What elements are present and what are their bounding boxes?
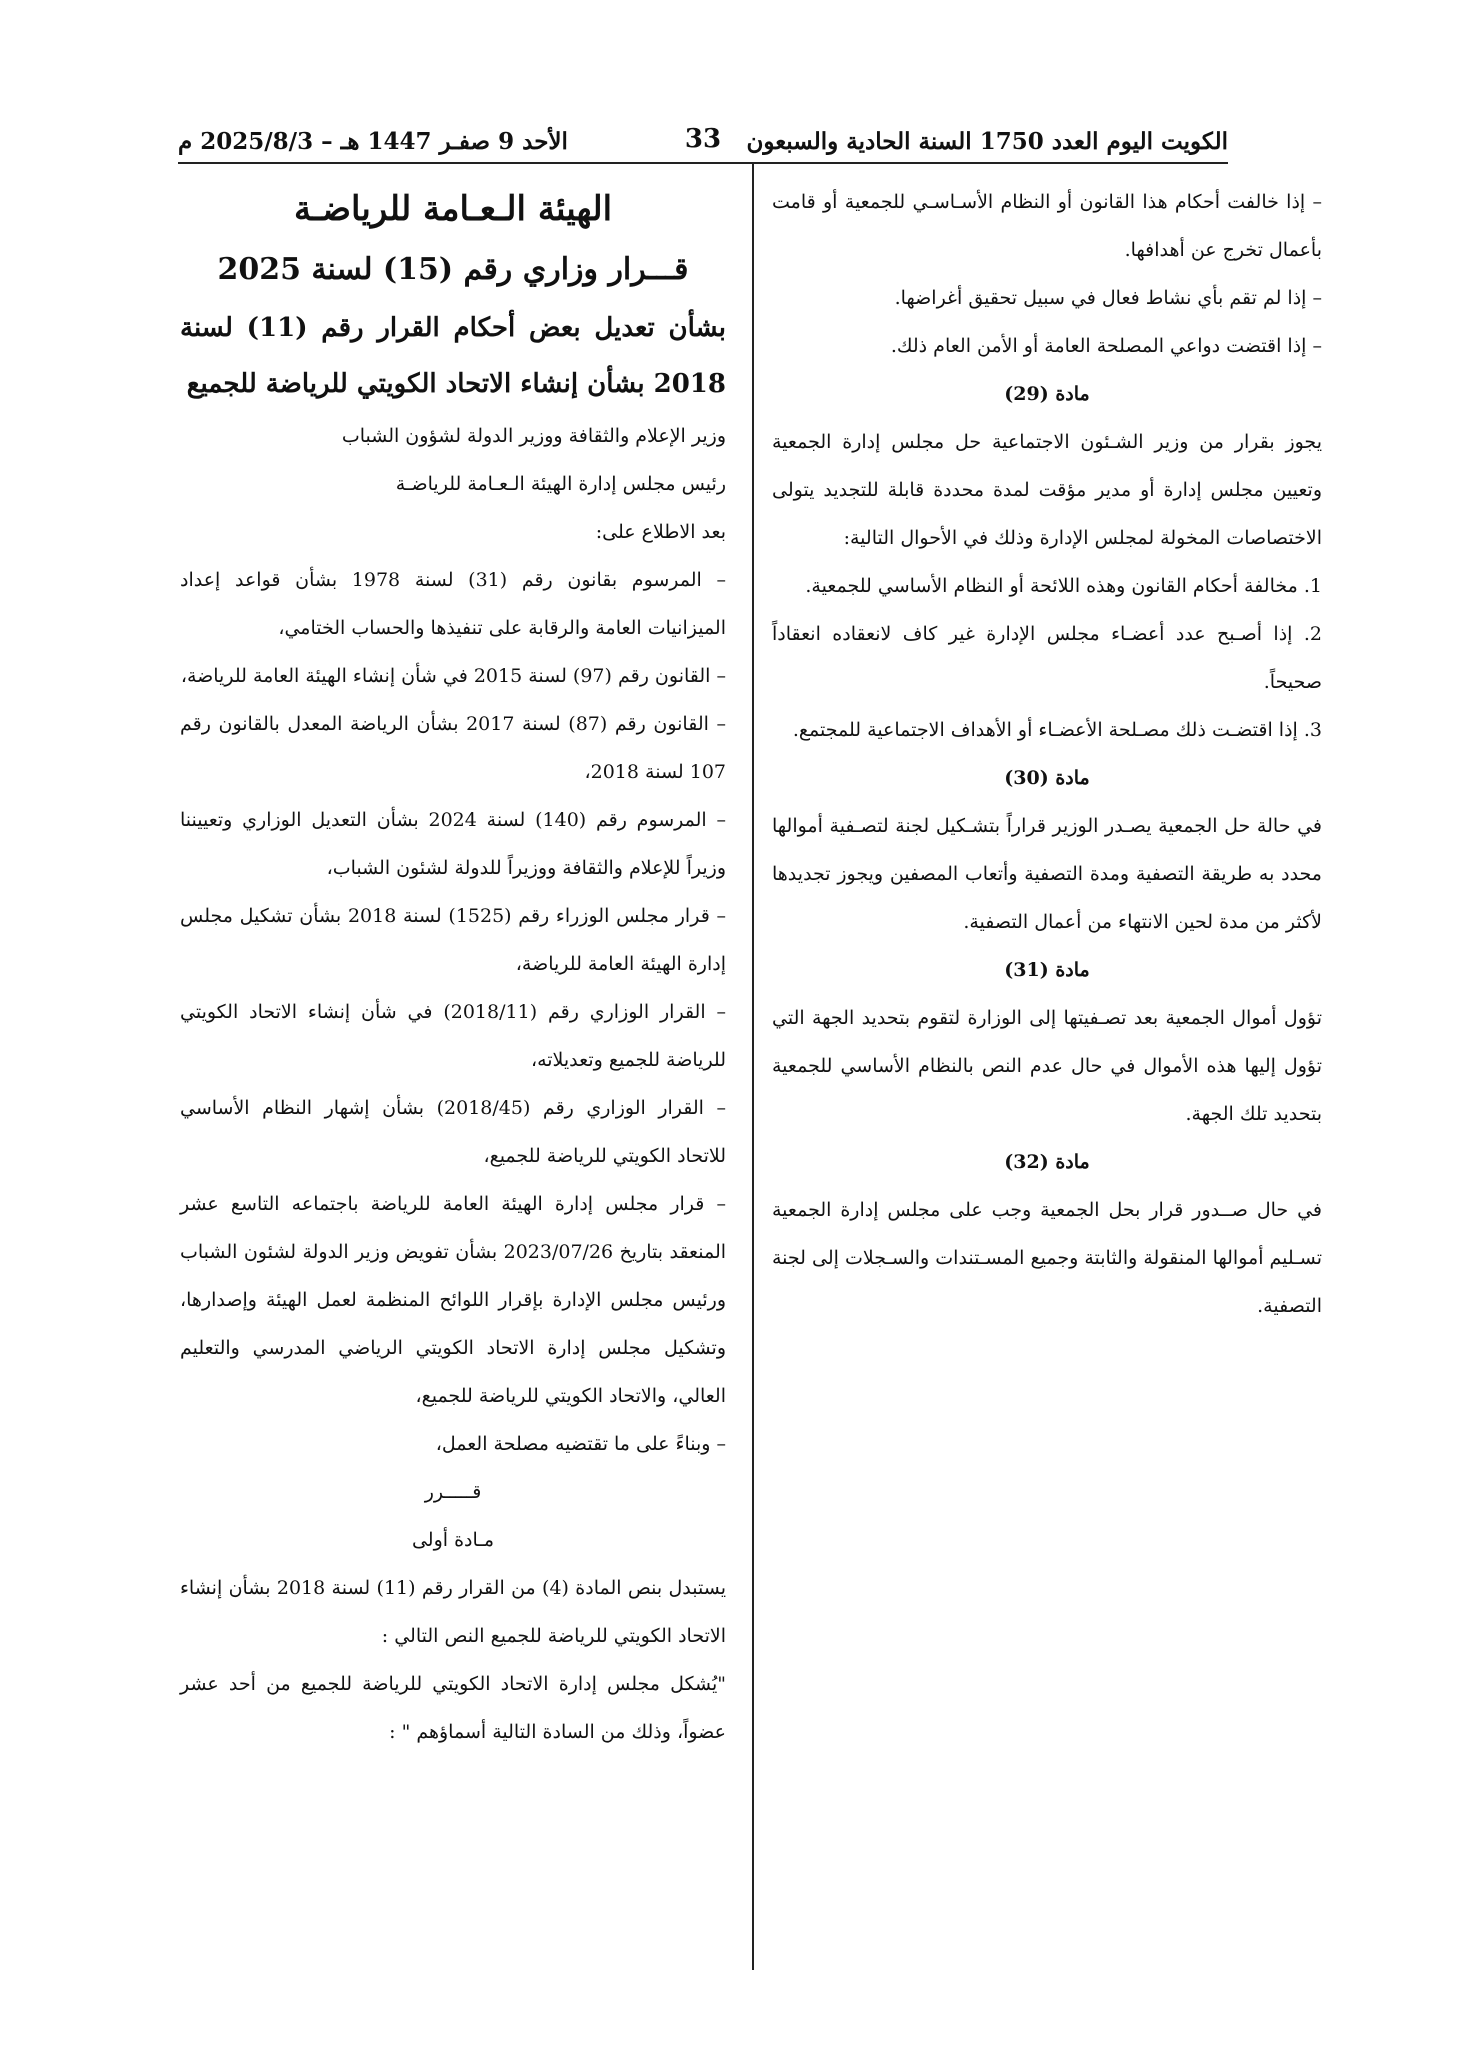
gazette-issue-info: الكويت اليوم العدد 1750 السنة الحادية والسبعون [746,128,1228,155]
reference-item: – القرار الوزاري رقم (2018/45) بشأن إشهار النظام الأساسي للاتحاد الكويتي للرياضة للجميع، [180,1097,726,1167]
decree-title: قـــرار وزاري رقم (15) لسنة 2025 [217,252,689,287]
dissolution-condition-3: – إذا اقتضت دواعي المصلحة العامة أو الأمن العام ذلك. [890,335,1322,357]
reference-item: – القانون رقم (87) لسنة 2017 بشأن الرياضة المعدل بالقانون رقم 107 لسنة 2018، [180,713,726,783]
reference-item: – قرار مجلس إدارة الهيئة العامة للرياضة باجتماعه التاسع عشر المنعقد بتاريخ 2023/07/26 بشأن تفويض وزير الدولة لشئون الشباب ورئيس مجلس الإدارة بإقرار اللوائح المنظمة لعمل الهيئة وإصدارها، وتشكيل مجلس إدارة الاتحاد الكويتي الرياضي المدرسي والتعليم العالي، والاتحاد الكويتي للرياضة للجميع، [180,1193,727,1407]
article-31-text: تؤول أموال الجمعية بعد تصـفيتها إلى الوزارة لتقوم بتحديد الجهة التي تؤول إليها هذه الأموال في حال عدم النص بالنظام الأساسي للجمعية بتحديد تلك الجهة. [772,1007,1322,1125]
article-1-heading: مـادة أولى [411,1529,495,1551]
reference-item: – المرسوم بقانون رقم (31) لسنة 1978 بشأن قواعد إعداد الميزانيات العامة والرقابة على تنفيذها والحساب الختامي، [180,569,726,639]
page-header [178,118,1228,164]
article-29-item-3: 3. إذا اقتضـت ذلك مصـلحة الأعضـاء أو الأهداف الاجتماعية للمجتمع. [792,719,1322,741]
article-29-item-1: 1. مخالفة أحكام القانون وهذه اللائحة أو النظام الأساسي للجمعية. [805,575,1322,597]
page-number: 33 [684,124,722,154]
reference-item: – المرسوم رقم (140) لسنة 2024 بشأن التعديل الوزاري وتعييننا وزيراً للإعلام والثقافة ووزيراً للدولة لشئون الشباب، [180,809,726,879]
article-30-heading: مادة (30) [1004,767,1090,789]
decree-subject: بشأن تعديل بعض أحكام القرار رقم (11) لسنة 2018 بشأن إنشاء الاتحاد الكويتي للرياضة للجميع [180,313,726,399]
reference-item: – القرار الوزاري رقم (2018/11) في شأن إنشاء الاتحاد الكويتي للرياضة للجميع وتعديلاته، [180,1001,726,1071]
article-32-heading: مادة (32) [1004,1151,1090,1173]
reference-item: – قرار مجلس الوزراء رقم (1525) لسنة 2018 بشأن تشكيل مجلس إدارة الهيئة العامة للرياضة، [180,905,726,975]
article-1-text: يستبدل بنص المادة (4) من القرار رقم (11) لسنة 2018 بشأن إنشاء الاتحاد الكويتي للرياضة للجميع النص التالي : [180,1577,726,1647]
dissolution-condition-2: – إذا لم تقم بأي نشاط فعال في سبيل تحقيق أغراضها. [894,287,1322,309]
dissolution-condition-1: – إذا خالفت أحكام هذا القانون أو النظام الأسـاسـي للجمعية أو قامت بأعمال تخرج عن أهدافها. [772,191,1322,261]
article-29-heading: مادة (29) [1004,383,1090,405]
column-divider [752,164,754,1970]
header-rule [178,162,1228,164]
reference-item: – القانون رقم (97) لسنة 2015 في شأن إنشاء الهيئة العامة للرياضة، [180,665,726,687]
issuer-line-1: وزير الإعلام والثقافة ووزير الدولة لشؤون الشباب [341,425,726,447]
article-29-item-2: 2. إذا أصـبح عدد أعضـاء مجلس الإدارة غير كاف لانعقاده انعقاداً صحيحاً. [772,623,1322,693]
quoted-replacement-text: "يُشكل مجلس إدارة الاتحاد الكويتي للرياضة للجميع من أحد عشر عضواً، وذلك من السادة التالية أسماؤهم " : [180,1673,726,1743]
decided-heading: قـــــرر [424,1481,482,1503]
article-30-text: في حالة حل الجمعية يصـدر الوزير قراراً بتشـكيل لجنة لتصـفية أموالها محدد به طريقة التصفية ومدة التصفية وأتعاب المصفين ويجوز تجديدها لأكثر من مدة لحين الانتهاء من أعمال التصفية. [772,815,1322,933]
organization-title: الهيئة الـعـامة للرياضـة [293,189,613,229]
reference-item: – وبناءً على ما تقتضيه مصلحة العمل، [435,1433,726,1455]
issuer-line-2: رئيس مجلس إدارة الهيئة الـعـامة للرياضـة [395,473,726,495]
article-31-heading: مادة (31) [1004,959,1090,981]
after-review-label: بعد الاطلاع على: [595,521,726,543]
article-32-text: في حال صــدور قرار بحل الجمعية وجب على مجلس إدارة الجمعية تسـليم أموالها المنقولة والثابتة وجميع المسـتندات والسـجلات إلى لجنة التصفية. [772,1199,1322,1317]
issue-date: الأحد 9 صفـر 1447 هـ – 2025/8/3 م [178,128,568,155]
left-column [180,178,726,1756]
right-column [772,178,1322,1330]
article-29-text: يجوز بقرار من وزير الشـئون الاجتماعية حل مجلس إدارة الجمعية وتعيين مجلس إدارة أو مدير مؤقت لمدة محددة قابلة للتجديد يتولى الاختصاصات المخولة لمجلس الإدارة وذلك في الأحوال التالية: [772,431,1322,549]
